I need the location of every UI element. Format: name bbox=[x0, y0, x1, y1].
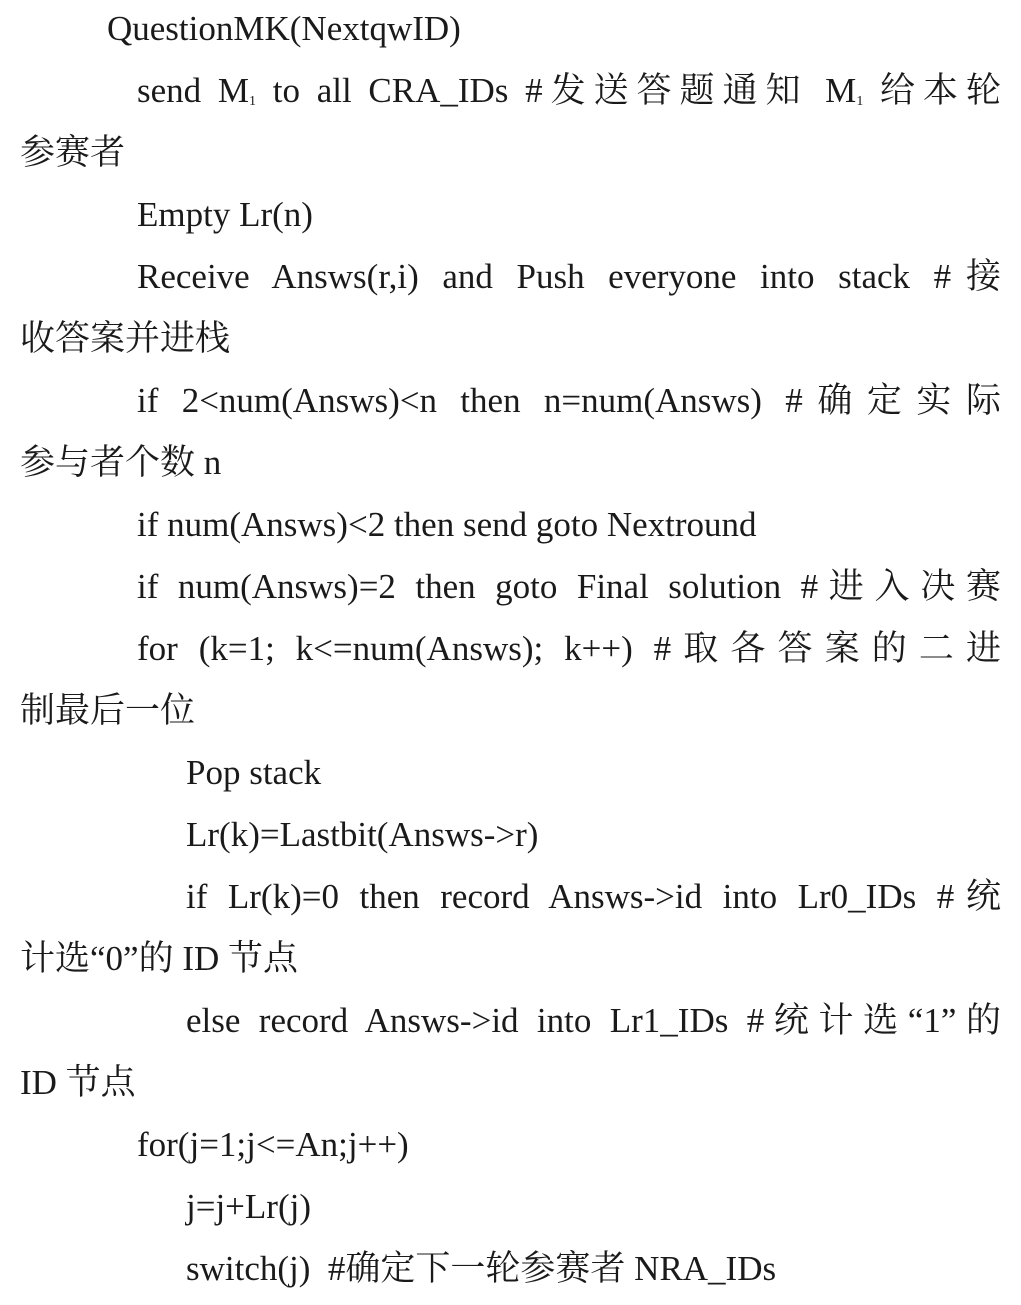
code-line: Pop stack bbox=[186, 753, 322, 792]
code-line: 收答案并进栈 bbox=[20, 319, 231, 358]
code-line: 参赛者 bbox=[20, 133, 126, 172]
code-line: j=j+Lr(j) bbox=[186, 1187, 311, 1226]
code-line: if num(Answs)=2 then goto Final solution #进入决赛 bbox=[137, 567, 1001, 606]
code-line: switch(j) #确定下一轮参赛者 NRA_IDs bbox=[186, 1249, 777, 1288]
code-line: Receive Answs(r,i) and Push everyone into stack #接 bbox=[137, 257, 1001, 296]
code-line: for (k=1; k<=num(Answs); k++) #取各答案的二进 bbox=[137, 629, 1001, 668]
code-line: if Lr(k)=0 then record Answs->id into Lr0_IDs #统 bbox=[186, 877, 1001, 916]
code-line: Empty Lr(n) bbox=[137, 195, 313, 234]
code-line: ID 节点 bbox=[20, 1063, 136, 1102]
code-line: QuestionMK(NextqwID) bbox=[107, 9, 461, 48]
code-line: for(j=1;j<=An;j++) bbox=[137, 1125, 409, 1164]
code-line: 计选“0”的 ID 节点 bbox=[20, 939, 299, 978]
code-line: send $M_1$ to all CRA_IDs #发送答题通知 $M_1$ 给本轮 bbox=[137, 71, 1001, 110]
code-line: 制最后一位 bbox=[20, 691, 196, 730]
code-line: if num(Answs)<2 then send goto Nextround bbox=[137, 505, 757, 544]
code-line: Lr(k)=Lastbit(Answs->r) bbox=[186, 815, 539, 854]
code-line: if 2<num(Answs)<n then n=num(Answs) #确定实际 bbox=[137, 381, 1001, 420]
code-line: else record Answs->id into Lr1_IDs #统计选“1”的 bbox=[186, 1001, 1001, 1040]
code-line: 参与者个数 n bbox=[20, 443, 222, 482]
